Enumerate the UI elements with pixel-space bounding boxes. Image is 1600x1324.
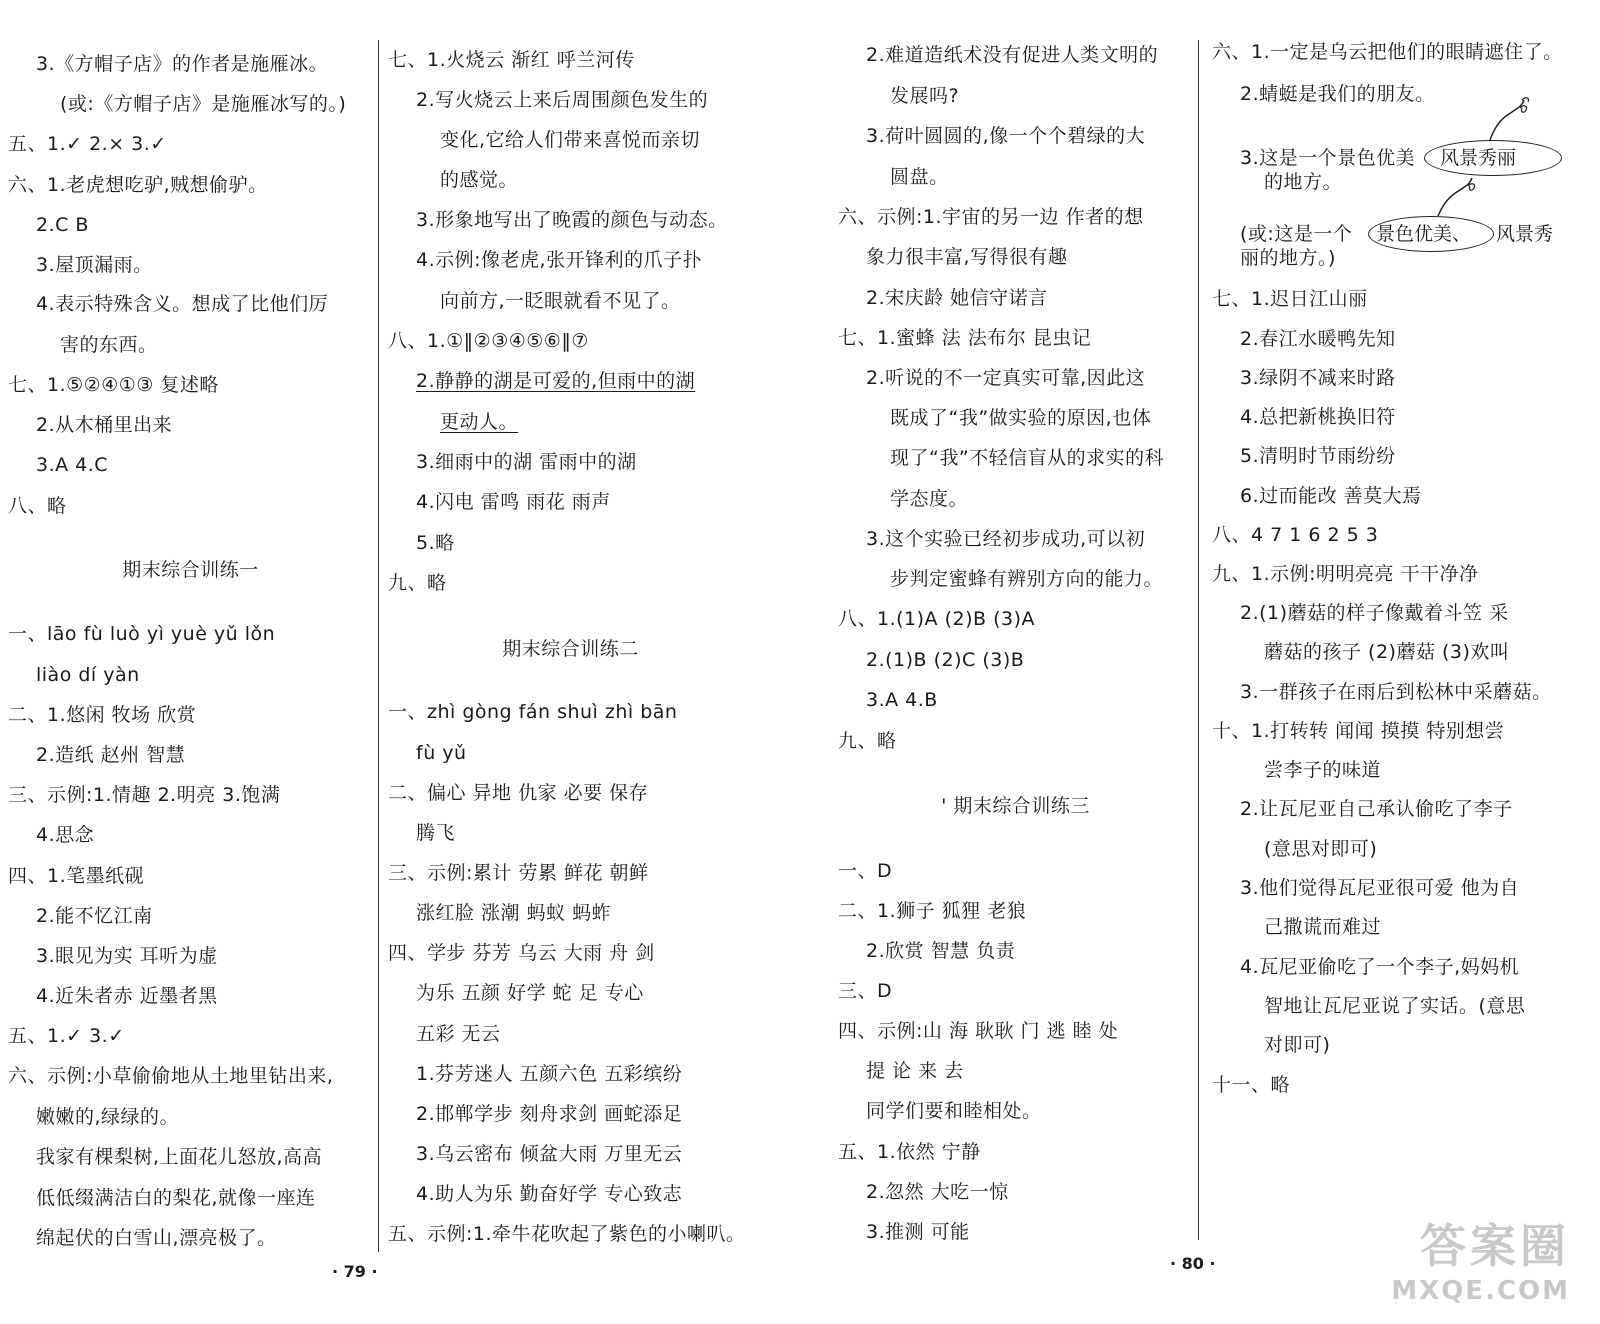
answer-line: 6.过而能改 善莫大焉 (1240, 485, 1422, 507)
answer-line-underlined: 2.静静的湖是可爱的,但雨中的湖 (416, 370, 696, 392)
answer-line: 3.A 4.C (36, 454, 109, 476)
answer-line: 同学们要和睦相处。 (866, 1100, 1042, 1122)
answer-line: 六、示例:1.宇宙的另一边 作者的想 (838, 206, 1144, 228)
answer-line: 3.一群孩子在雨后到松林中采蘑菇。 (1240, 681, 1552, 703)
answer-line: 四、1.笔墨纸砚 (8, 865, 145, 887)
answer-line: 3.他们觉得瓦尼亚很可爱 他为自 (1240, 877, 1520, 899)
answer-line: 现了“我”不轻信盲从的求实的科 (890, 447, 1165, 469)
answer-line: 的感觉。 (440, 169, 519, 191)
answer-line: 涨红脸 涨潮 蚂蚁 蚂蚱 (416, 902, 612, 924)
answer-line: 十一、略 (1212, 1074, 1291, 1096)
answer-line: 2.蜻蜓是我们的朋友。 (1240, 83, 1435, 105)
answer-line: 3.这是一个景色优美 (1240, 147, 1416, 169)
answer-line: 六、1.一定是乌云把他们的眼睛遮住了。 (1212, 41, 1563, 63)
column-divider (1198, 40, 1199, 1240)
answer-line: 二、1.悠闲 牧场 欣赏 (8, 704, 197, 726)
answer-line: 3.乌云密布 倾盆大雨 万里无云 (416, 1143, 683, 1165)
answer-line: 3.细雨中的湖 雷雨中的湖 (416, 451, 637, 473)
correction-mark-icon (1430, 172, 1490, 220)
answer-line: 5.略 (416, 532, 455, 554)
answer-line: 己撒谎而难过 (1264, 916, 1382, 938)
answer-line: 4.表示特殊含义。想成了比他们厉 (36, 293, 329, 315)
answer-line: 2.(1)B (2)C (3)B (866, 649, 1025, 671)
answer-line: 丽的地方。) (1240, 247, 1336, 269)
answer-line: 2.能不忆江南 (36, 905, 153, 927)
answer-line: 一、zhì gòng fán shuì zhì bān (388, 701, 678, 723)
answer-line: 三、D (838, 980, 893, 1002)
answer-line: 七、1.迟日江山丽 (1212, 288, 1368, 310)
answer-line: 4.示例:像老虎,张开锋利的爪子扑 (416, 249, 703, 271)
answer-line: 3.眼见为实 耳听为虚 (36, 945, 218, 967)
answer-line: 尝李子的味道 (1264, 759, 1382, 781)
answer-line: 2.写火烧云上来后周围颜色发生的 (416, 89, 709, 111)
answer-line: 三、示例:累计 劳累 鲜花 朝鲜 (388, 862, 649, 884)
answer-line: 4.闪电 雷鸣 雨花 雨声 (416, 491, 611, 513)
answer-line: 3.《方帽子店》的作者是施雁冰。 (36, 53, 329, 75)
page-number-left: · 79 · (332, 1262, 378, 1281)
answer-line: 学态度。 (890, 488, 969, 510)
answer-line: (或:《方帽子店》是施雁冰写的。) (60, 93, 347, 115)
answer-line: 4.助人为乐 勤奋好学 专心致志 (416, 1183, 683, 1205)
answer-line: 2.欣赏 智慧 负责 (866, 940, 1016, 962)
answer-line: 九、略 (838, 730, 897, 752)
answer-line: 2.(1)蘑菇的样子像戴着斗笠 采 (1240, 602, 1509, 624)
answer-line: 一、lāo fù luò yì yuè yǔ lǒn (8, 623, 276, 645)
answer-line: 2.忽然 大吃一惊 (866, 1181, 1009, 1203)
answer-line: 嫩嫩的,绿绿的。 (36, 1106, 180, 1128)
answer-line: 1.芬芳迷人 五颜六色 五彩缤纷 (416, 1063, 683, 1085)
answer-line: 四、学步 芬芳 乌云 大雨 舟 剑 (388, 942, 655, 964)
answer-line: 2.听说的不一定真实可靠,因此这 (866, 367, 1146, 389)
answer-line: 提 论 来 去 (866, 1060, 964, 1082)
answer-line: 既成了“我”做实验的原因,也体 (890, 407, 1152, 429)
answer-line: 七、1.⑤②④①③ 复述略 (8, 374, 219, 396)
answer-line: 2.邯郸学步 刻舟求剑 画蛇添足 (416, 1103, 683, 1125)
answer-line: 4.瓦尼亚偷吃了一个李子,妈妈机 (1240, 956, 1520, 978)
answer-line: 2.难道造纸术没有促进人类文明的 (866, 44, 1159, 66)
answer-line: 二、1.狮子 狐狸 老狼 (838, 900, 1027, 922)
answer-line: 圆盘。 (890, 166, 949, 188)
answer-line: 为乐 五颜 好学 蛇 足 专心 (416, 982, 644, 1004)
section-heading: ' 期末综合训练三 (941, 795, 1090, 817)
answer-line: 我家有棵梨树,上面花儿怒放,高高 (36, 1146, 323, 1168)
answer-line: 五、1.✓ 3.✓ (8, 1025, 125, 1047)
answer-line: 九、略 (388, 572, 447, 594)
circled-word: 景色优美、 (1376, 223, 1472, 245)
answer-line: 步判定蜜蜂有辨别方向的能力。 (890, 568, 1164, 590)
answer-line: 2.造纸 赵州 智慧 (36, 744, 186, 766)
answer-line: 腾飞 (416, 822, 456, 844)
section-heading: 期末综合训练一 (122, 559, 259, 581)
answer-line: (意思对即可) (1264, 838, 1378, 860)
answer-line: 风景秀 (1496, 223, 1554, 245)
answer-line: 2.从木桶里出来 (36, 414, 173, 436)
answer-line: 2.让瓦尼亚自己承认偷吃了李子 (1240, 798, 1513, 820)
section-heading: 期末综合训练二 (502, 638, 639, 660)
watermark-logo (1391, 1210, 1570, 1306)
watermark-url: MXQE.COM (1391, 1276, 1570, 1306)
answer-line: 的地方。 (1264, 171, 1343, 193)
answer-line: 五、1.依然 宁静 (838, 1141, 981, 1163)
answer-line: 3.这个实验已经初步成功,可以初 (866, 528, 1146, 550)
answer-line: 4.总把新桃换旧符 (1240, 406, 1396, 428)
answer-line: 3.屋顶漏雨。 (36, 254, 153, 276)
answer-line: 六、示例:小草偷偷地从土地里钻出来, (8, 1065, 334, 1087)
answer-line: 3.绿阴不减来时路 (1240, 367, 1396, 389)
watermark-title: 答案圈 (1420, 1219, 1570, 1273)
circled-word: 风景秀丽 (1440, 147, 1517, 169)
answer-line: liào dí yàn (36, 664, 140, 686)
answer-line: fù yǔ (416, 742, 467, 764)
answer-line: 3.A 4.B (866, 689, 938, 711)
answer-line: 八、1.①‖②③④⑤⑥‖⑦ (388, 330, 589, 352)
answer-line: 九、1.示例:明明亮亮 干干净净 (1212, 563, 1479, 585)
answer-line: (或:这是一个 (1240, 223, 1353, 245)
answer-line: 2.宋庆龄 她信守诺言 (866, 287, 1048, 309)
answer-line: 向前方,一眨眼就看不见了。 (440, 290, 681, 312)
answer-line: 八、1.(1)A (2)B (3)A (838, 608, 1035, 630)
answer-line: 智地让瓦尼亚说了实话。(意思 (1264, 995, 1526, 1017)
correction-mark-icon (1482, 94, 1542, 144)
answer-line: 发展吗? (890, 85, 960, 107)
column-divider (378, 40, 379, 1252)
answer-line-underlined: 更动人。 (440, 411, 519, 433)
answer-line: 五、示例:1.牵牛花吹起了紫色的小喇叭。 (388, 1223, 746, 1245)
answer-line: 3.形象地写出了晚霞的颜色与动态。 (416, 209, 728, 231)
answer-line: 二、偏心 异地 仇家 必要 保存 (388, 782, 649, 804)
answer-line: 八、4 7 1 6 2 5 3 (1212, 524, 1379, 546)
answer-line: 八、略 (8, 495, 67, 517)
answer-line: 六、1.老虎想吃驴,贼想偷驴。 (8, 174, 268, 196)
answer-line: 十、1.打转转 闻闻 摸摸 特别想尝 (1212, 720, 1505, 742)
answer-line: 4.近朱者赤 近墨者黑 (36, 985, 218, 1007)
answer-line: 七、1.蜜蜂 法 法布尔 昆虫记 (838, 327, 1092, 349)
answer-line: 2.C B (36, 214, 89, 236)
answer-line: 变化,它给人们带来喜悦而亲切 (440, 129, 701, 151)
answer-line: 4.思念 (36, 824, 95, 846)
answer-line: 害的东西。 (60, 334, 158, 356)
answer-line: 七、1.火烧云 渐红 呼兰河传 (388, 49, 635, 71)
answer-line: 低低缀满洁白的梨花,就像一座连 (36, 1187, 316, 1209)
answer-line: 三、示例:1.情趣 2.明亮 3.饱满 (8, 784, 281, 806)
answer-line: 五彩 无云 (416, 1023, 501, 1045)
answer-line: 五、1.✓ 2.× 3.✓ (8, 133, 167, 155)
answer-line: 象力很丰富,写得很有趣 (866, 246, 1068, 268)
answer-line: 一、D (838, 860, 893, 882)
page-number-right: · 80 · (1170, 1254, 1216, 1273)
answer-line: 5.清明时节雨纷纷 (1240, 445, 1396, 467)
answer-line: 四、示例:山 海 耿耿 门 逃 睦 处 (838, 1020, 1119, 1042)
answer-line: 对即可) (1264, 1034, 1331, 1056)
answer-line: 蘑菇的孩子 (2)蘑菇 (3)欢叫 (1264, 641, 1510, 663)
answer-line: 3.荷叶圆圆的,像一个个碧绿的大 (866, 125, 1146, 147)
answer-line: 绵起伏的白雪山,漂亮极了。 (36, 1227, 277, 1249)
answer-line: 2.春江水暖鸭先知 (1240, 328, 1396, 350)
answer-line: 3.推测 可能 (866, 1221, 970, 1243)
